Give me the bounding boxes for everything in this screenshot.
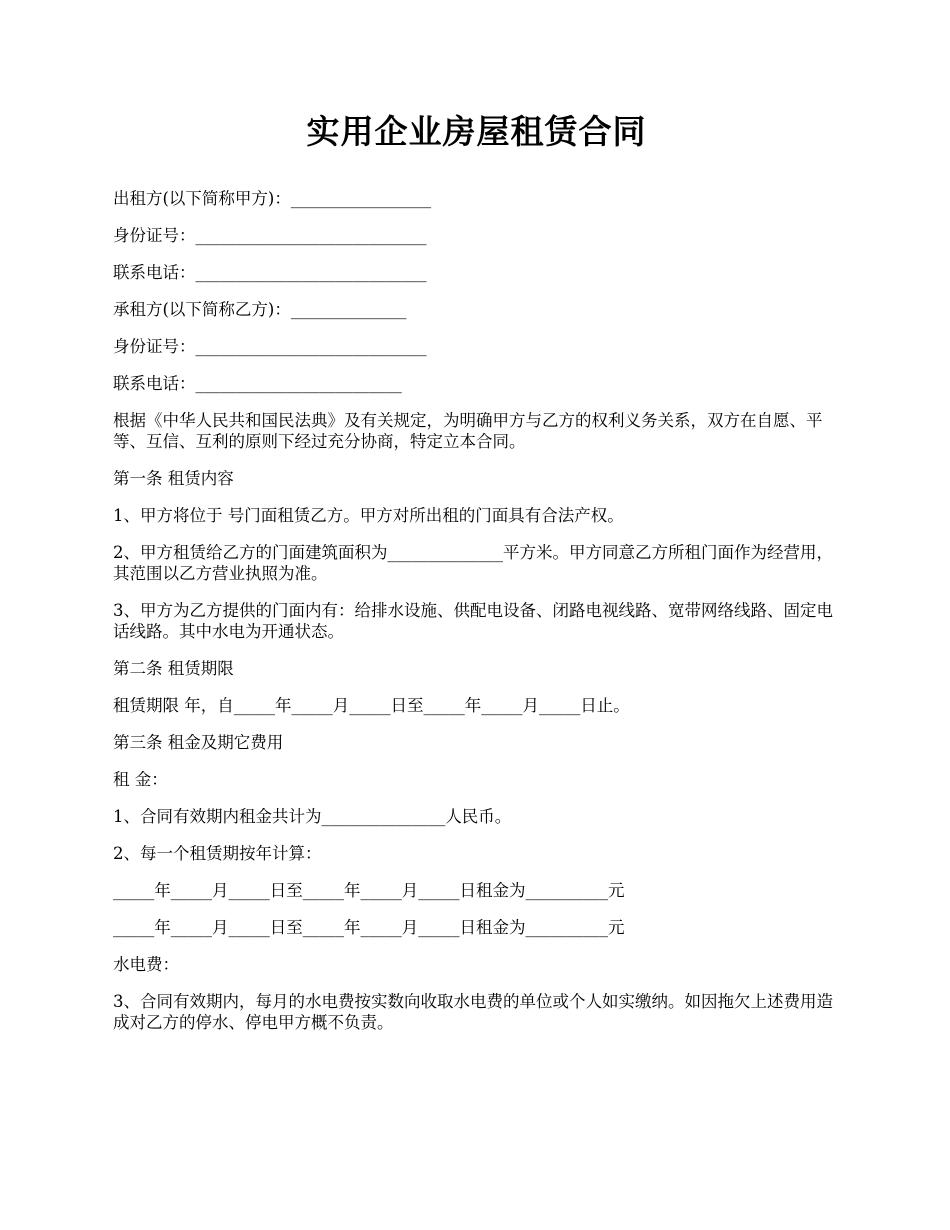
- lessee-phone-line: 联系电话：_________________________: [113, 374, 402, 393]
- utilities-clause-3: 3、合同有效期内，每月的水电费按实数向收取水电费的单位或个人如实缴纳。如因拖欠上述费用造成对乙方的停水、停电甲方概不负责。: [113, 992, 833, 1032]
- document-title: 实用企业房屋租赁合同: [306, 112, 647, 151]
- article-1-clause-3: 3、甲方为乙方提供的门面内有：给排水设施、供配电设备、闭路电视线路、宽带网络线路、固定电话线路。其中水电为开通状态。: [113, 601, 833, 641]
- rent-period-line: _____年_____月_____日至_____年_____月_____日租金为__________元: [113, 918, 625, 937]
- lessor-phone-line: 联系电话：____________________________: [113, 263, 427, 282]
- rent-period-line: _____年_____月_____日至_____年_____月_____日租金为__________元: [113, 881, 625, 900]
- preamble-paragraph: 根据《中华人民共和国民法典》及有关规定，为明确甲方与乙方的权利义务关系，双方在自愿、平等、互信、互利的原则下经过充分协商，特定立本合同。: [113, 411, 823, 451]
- article-1-clause-1: 1、甲方将位于 号门面租赁乙方。甲方对所出租的门面具有合法产权。: [113, 506, 624, 525]
- lease-term-line: 租赁期限 年，自_____年_____月_____日至_____年_____月_____日止。: [113, 696, 630, 715]
- article-3-heading: 第三条 租金及期它费用: [113, 733, 284, 752]
- lessor-id-line: 身份证号：____________________________: [113, 226, 427, 245]
- rent-clause-1: 1、合同有效期内租金共计为_______________人民币。: [113, 807, 512, 826]
- rent-clause-2: 2、每一个租赁期按年计算：: [113, 844, 322, 863]
- utilities-subheading: 水电费：: [113, 955, 179, 974]
- lessee-id-line: 身份证号：____________________________: [113, 337, 427, 356]
- article-1-heading: 第一条 租赁内容: [113, 469, 234, 488]
- lessor-name-line: 出租方(以下简称甲方)：_________________: [113, 189, 432, 208]
- lessee-name-line: 承租方(以下简称乙方)：______________: [113, 300, 407, 319]
- rent-subheading: 租 金：: [113, 770, 168, 789]
- article-1-clause-2: 2、甲方租赁给乙方的门面建筑面积为______________平方米。甲方同意乙方所租门面作为经营用，其范围以乙方营业执照为准。: [113, 543, 833, 583]
- article-2-heading: 第二条 租赁期限: [113, 659, 234, 678]
